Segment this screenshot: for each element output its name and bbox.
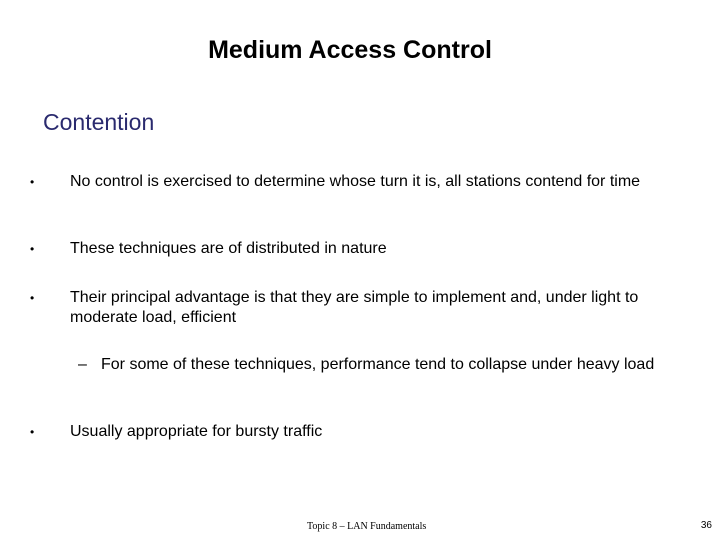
page-number: 36 [700, 520, 712, 531]
bullet-marker: • [30, 425, 35, 439]
bullet-text: Their principal advantage is that they are simple to implement and, under light to moderate load, efficient [70, 289, 639, 326]
slide-footer: Topic 8 – LAN Fundamentals [307, 521, 427, 532]
sub-bullet-text: For some of these techniques, performance tend to collapse under heavy load [101, 356, 655, 373]
bullet-marker: • [30, 242, 35, 256]
bullet-text: Usually appropriate for bursty traffic [70, 423, 323, 440]
bullet-marker: • [30, 175, 35, 189]
slide-title: Medium Access Control [208, 36, 492, 64]
bullet-marker: • [30, 291, 35, 305]
slide-subtitle: Contention [43, 109, 155, 135]
bullet-text: These techniques are of distributed in nature [70, 240, 387, 257]
bullet-text: No control is exercised to determine whose turn it is, all stations contend for time [70, 173, 641, 190]
sub-bullet-marker: – [78, 356, 87, 373]
